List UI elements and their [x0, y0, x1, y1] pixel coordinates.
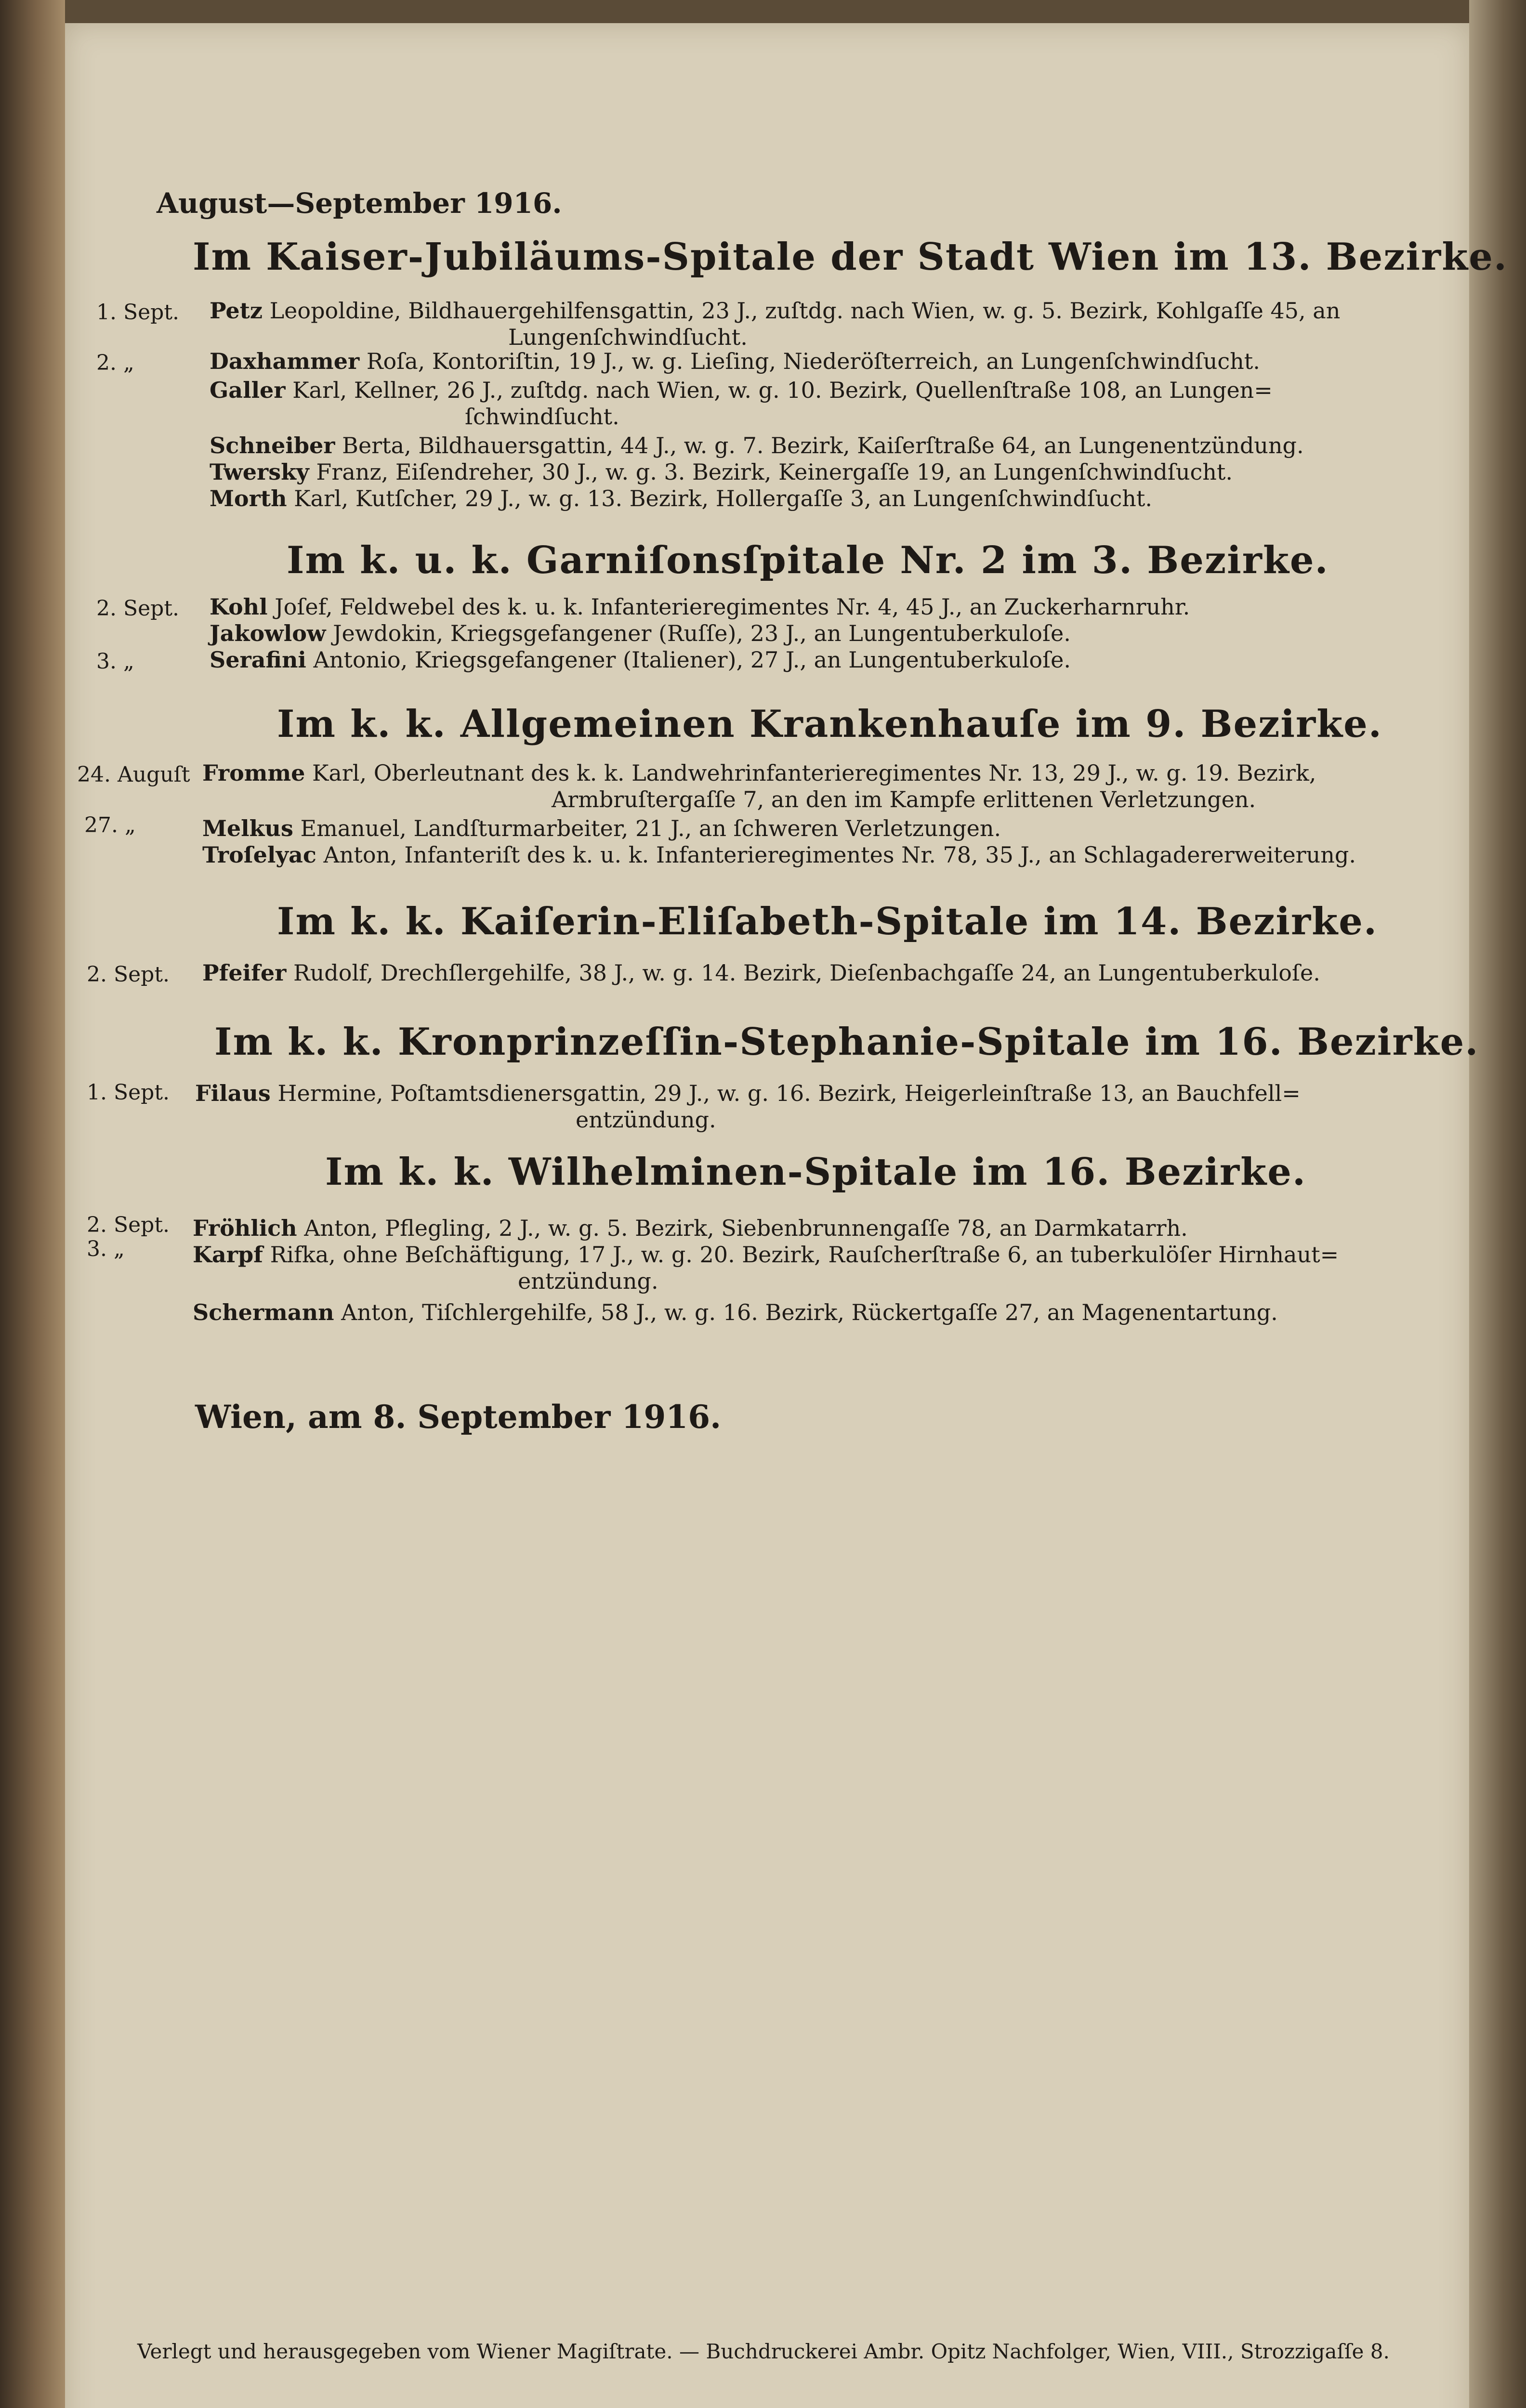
entry-date: 2. Sept. — [96, 596, 179, 621]
publisher-footer: Verlegt und herausgegeben vom Wiener Magiſtrate. — Buchdruckerei Ambr. Opitz Nachfolger, Wien, VIII., Strozzigaſſe 8. — [137, 2340, 1390, 2363]
entry-text: Roſa, Kontoriſtin, 19 J., w. g. Lieſing, Niederöſterreich, an Lungenſchwindſucht. — [366, 348, 1260, 374]
entry-line — [193, 1299, 1278, 1325]
entry-line — [210, 377, 1273, 403]
entry-line — [210, 594, 1190, 620]
document-page — [65, 23, 1508, 2408]
entry-date: 2. Sept. — [87, 962, 170, 987]
closing-line: Wien, am 8. September 1916. — [195, 1398, 722, 1436]
entry-text: Berta, Bildhauersgattin, 44 J., w. g. 7. Bezirk, Kaiſerſtraße 64, an Lungenentzündung. — [342, 432, 1304, 458]
entry-name: Filaus — [195, 1080, 271, 1106]
entry-text: Karl, Kutſcher, 29 J., w. g. 13. Bezirk, Hollergaſſe 3, an Lungenſchwindſucht. — [294, 485, 1152, 511]
entry-text: Rudolf, Drechſlergehilfe, 38 J., w. g. 14. Bezirk, Dieſenbachgaſſe 24, an Lungentuberkuloſe. — [293, 960, 1320, 986]
entry-name: Schneiber — [210, 432, 335, 458]
entry-text: Rifka, ohne Beſchäftigung, 17 J., w. g. 20. Bezirk, Rauſcherſtraße 6, an tuberkulöſer Hirnhaut= — [270, 1242, 1339, 1268]
entry-text: Karl, Kellner, 26 J., zuſtdg. nach Wien, w. g. 10. Bezirk, Quellenſtraße 108, an Lungen= — [292, 377, 1273, 403]
entry-line — [210, 432, 1304, 458]
entry-line — [210, 298, 1340, 324]
entry-text: Karl, Oberleutnant des k. k. Landwehrinfanterieregimentes Nr. 13, 29 J., w. g. 19. Bezirk, — [312, 760, 1316, 786]
entry-line — [202, 960, 1320, 986]
entry-text: Anton, Tiſchlergehilfe, 58 J., w. g. 16. Bezirk, Rückertgaſſe 27, an Magenentartung. — [341, 1299, 1278, 1325]
entry-date: 3. „ — [87, 1237, 125, 1261]
entry-date: 24. Auguſt — [77, 762, 190, 787]
entry-name: Petz — [210, 298, 263, 324]
entry-continuation: entzündung. — [518, 1268, 658, 1294]
entry-name: Kohl — [210, 594, 268, 620]
entry-continuation: ſchwindſucht. — [465, 404, 619, 430]
section-title: Im Kaiser-Jubiläums-Spitale der Stadt Wien im 13. Bezirke. — [193, 235, 1508, 279]
entry-text: Anton, Infanteriſt des k. u. k. Infanterieregimentes Nr. 78, 35 J., an Schlagadererweiterung. — [323, 842, 1356, 868]
entry-line — [195, 1080, 1301, 1106]
section-title: Im k. k. Allgemeinen Krankenhauſe im 9. Bezirke. — [277, 702, 1382, 746]
entry-name: Karpf — [193, 1242, 263, 1268]
entry-text: Jewdokin, Kriegsgefangener (Ruſſe), 23 J., an Lungentuberkuloſe. — [333, 620, 1071, 646]
section-title: Im k. k. Kaiſerin-Eliſabeth-Spitale im 14. Bezirke. — [277, 900, 1378, 943]
entry-date: 3. „ — [96, 649, 134, 674]
entry-date: 1. Sept. — [87, 1080, 170, 1105]
entry-line — [193, 1215, 1188, 1241]
entry-continuation: Armbruſtergaſſe 7, an den im Kampfe erlittenen Verletzungen. — [552, 786, 1256, 812]
entry-text: Antonio, Kriegsgefangener (Italiener), 27 J., an Lungentuberkuloſe. — [313, 647, 1071, 673]
entry-line — [210, 348, 1260, 374]
entry-text: Emanuel, Landſturmarbeiter, 21 J., an ſchweren Verletzungen. — [300, 815, 1001, 841]
entry-line — [202, 760, 1316, 786]
entry-text: Hermine, Poſtamtsdienersgattin, 29 J., w. g. 16. Bezirk, Heigerleinſtraße 13, an Bauchfell= — [277, 1080, 1301, 1106]
section-title: Im k. k. Wilhelminen-Spitale im 16. Bezirke. — [325, 1150, 1306, 1194]
entry-name: Galler — [210, 377, 286, 403]
entry-name: Schermann — [193, 1299, 334, 1325]
entry-line — [193, 1242, 1339, 1268]
entry-date: 2. Sept. — [87, 1213, 170, 1237]
entry-name: Twersky — [210, 459, 309, 485]
entry-name: Melkus — [202, 815, 293, 841]
entry-line — [210, 620, 1071, 646]
page-edge — [1469, 0, 1526, 2408]
header-date: August—September 1916. — [157, 187, 562, 220]
entry-text: Joſef, Feldwebel des k. u. k. Infanterieregimentes Nr. 4, 45 J., an Zuckerharnruhr. — [275, 594, 1190, 620]
entry-name: Fromme — [202, 760, 305, 786]
entry-date: 2. „ — [96, 351, 134, 375]
entry-line — [210, 647, 1071, 673]
entry-text: Franz, Eiſendreher, 30 J., w. g. 3. Bezirk, Keinergaſſe 19, an Lungenſchwindſucht. — [316, 459, 1233, 485]
section-title: Im k. u. k. Garniſonsſpitale Nr. 2 im 3. Bezirke. — [287, 538, 1329, 582]
entry-line — [202, 815, 1001, 841]
section-title: Im k. k. Kronprinzeſſin-Stephanie-Spitale im 16. Bezirke. — [214, 1020, 1479, 1064]
entry-name: Fröhlich — [193, 1215, 297, 1241]
entry-line — [210, 459, 1233, 485]
book-spine — [0, 0, 65, 2408]
entry-text: Leopoldine, Bildhauergehilfensgattin, 23 J., zuſtdg. nach Wien, w. g. 5. Bezirk, Kohlgaſſe 45, an — [269, 298, 1341, 324]
entry-continuation: entzündung. — [576, 1107, 716, 1133]
entry-line — [202, 842, 1356, 868]
entry-date: 27. „ — [84, 813, 136, 838]
entry-line — [210, 485, 1152, 511]
entry-name: Pfeifer — [202, 960, 287, 986]
entry-name: Daxhammer — [210, 348, 360, 374]
entry-name: Troſelyac — [202, 842, 316, 868]
entry-name: Morth — [210, 485, 287, 511]
entry-date: 1. Sept. — [96, 300, 179, 325]
entry-name: Serafini — [210, 647, 306, 673]
entry-continuation: Lungenſchwindſucht. — [508, 324, 748, 350]
entry-text: Anton, Pflegling, 2 J., w. g. 5. Bezirk, Siebenbrunnengaſſe 78, an Darmkatarrh. — [304, 1215, 1188, 1241]
entry-name: Jakowlow — [210, 620, 326, 646]
